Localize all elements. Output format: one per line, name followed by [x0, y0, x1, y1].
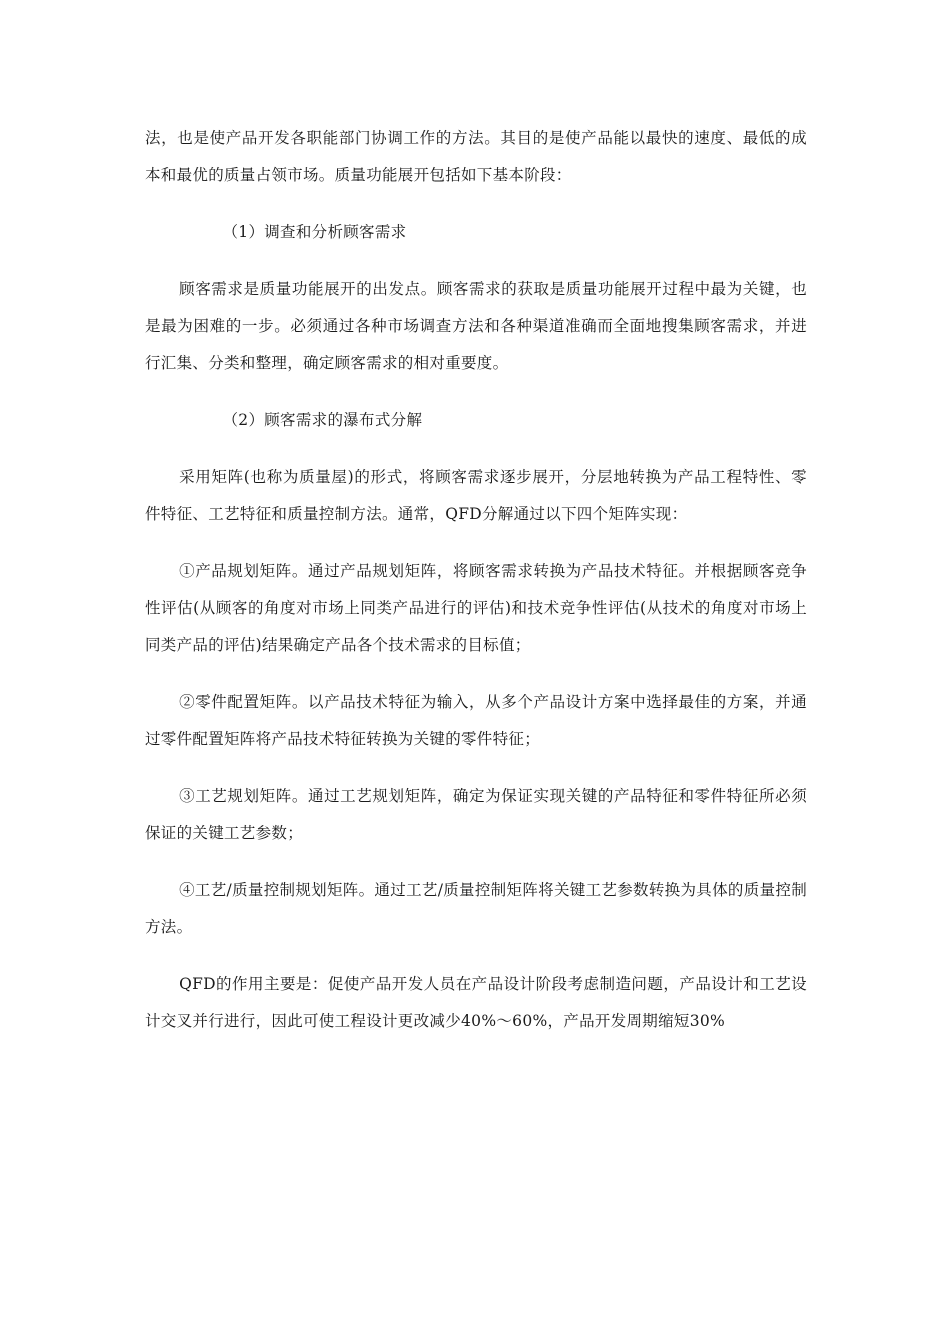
section-heading-1: （1）调查和分析顾客需求 — [222, 223, 407, 241]
paragraph-process-planning: ③工艺规划矩阵。通过工艺规划矩阵，确定为保证实现关键的产品特征和零件特征所必须保证的关键工艺参数； — [145, 787, 807, 842]
document-body — [145, 120, 807, 1060]
section-heading-2: （2）顾客需求的瀑布式分解 — [222, 411, 423, 429]
paragraph-part-deployment: ②零件配置矩阵。以产品技术特征为输入，从多个产品设计方案中选择最佳的方案，并通过零件配置矩阵将产品技术特征转换为关键的零件特征； — [145, 693, 807, 748]
paragraph-qfd-effect: QFD的作用主要是：促使产品开发人员在产品设计阶段考虑制造问题，产品设计和工艺设计交叉并行进行，因此可使工程设计更改减少40%～60%，产品开发周期缩短30% — [145, 975, 807, 1030]
paragraph-matrix-intro: 采用矩阵(也称为质量屋)的形式，将顾客需求逐步展开，分层地转换为产品工程特性、零件特征、工艺特征和质量控制方法。通常，QFD分解通过以下四个矩阵实现： — [145, 468, 807, 523]
paragraph-customer-needs: 顾客需求是质量功能展开的出发点。顾客需求的获取是质量功能展开过程中最为关键，也是最为困难的一步。必须通过各种市场调查方法和各种渠道准确而全面地搜集顾客需求，并进行汇集、分类和整理，确定顾客需求的相对重要度。 — [145, 280, 807, 372]
paragraph-intro: 法，也是使产品开发各职能部门协调工作的方法。其目的是使产品能以最快的速度、最低的成本和最优的质量占领市场。质量功能展开包括如下基本阶段： — [145, 129, 807, 184]
paragraph-product-planning: ①产品规划矩阵。通过产品规划矩阵，将顾客需求转换为产品技术特征。并根据顾客竞争性评估(从顾客的角度对市场上同类产品进行的评估)和技术竞争性评估(从技术的角度对市场上同类产品的评估)结果确定产品各个技术需求的目标值； — [145, 562, 807, 654]
paragraph-quality-control: ④工艺/质量控制规划矩阵。通过工艺/质量控制矩阵将关键工艺参数转换为具体的质量控制方法。 — [145, 881, 807, 936]
